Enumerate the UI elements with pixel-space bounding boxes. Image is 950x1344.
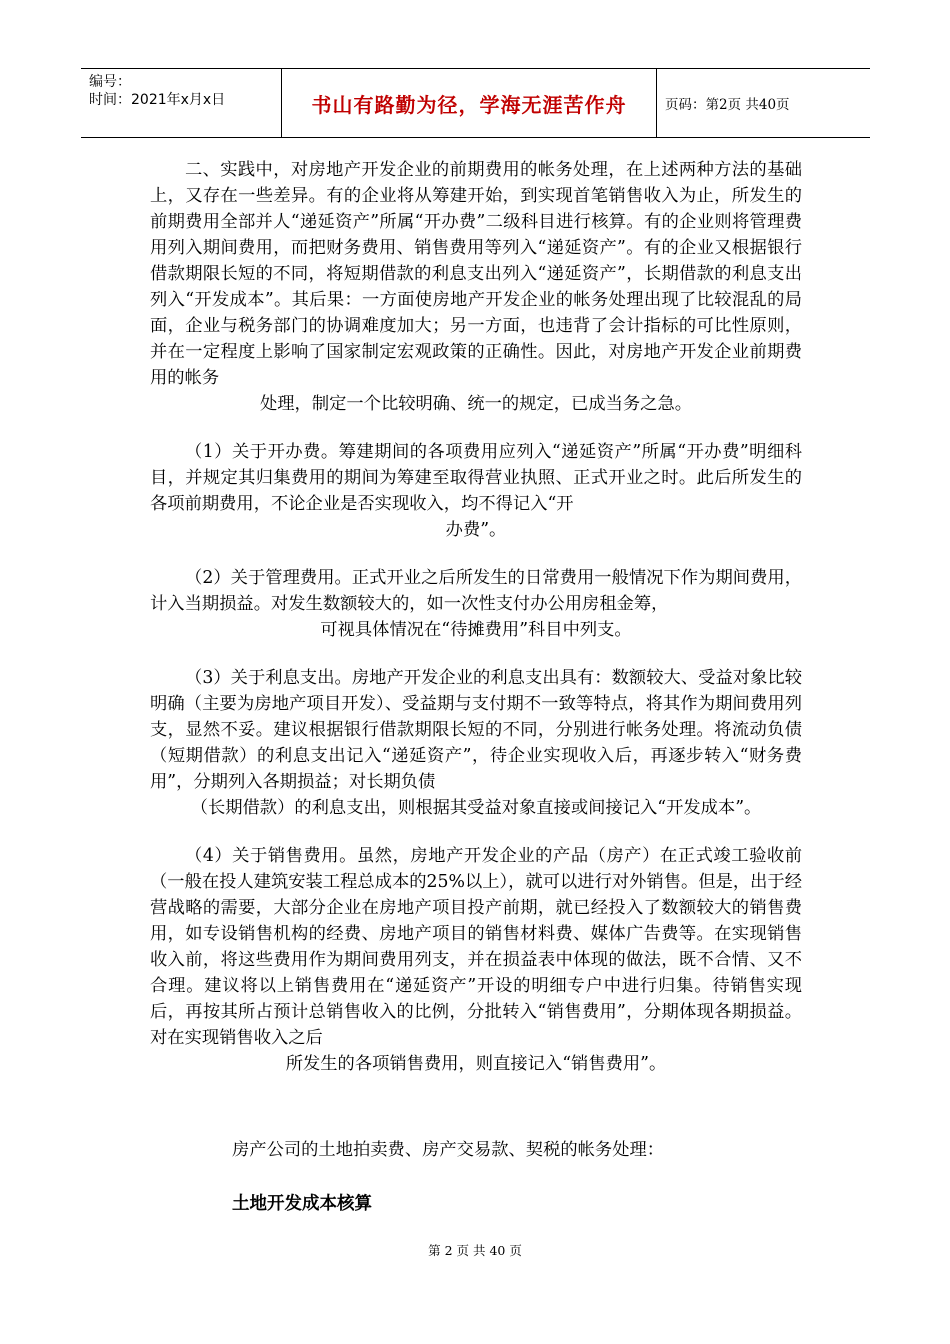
paragraph-note: 房产公司的土地拍卖费、房产交易款、契税的帐务处理： <box>232 1140 665 1160</box>
page-header <box>81 68 870 138</box>
paragraph-sales-expenses-last-line: 所发生的各项销售费用，则直接记入“销售费用”。 <box>285 1054 667 1074</box>
paragraph-startup-costs: （1）关于开办费。筹建期间的各项费用应列入“递延资产”所属“开办费”明细科目，并规定其归集费用的期间为筹建至取得营业执照、正式开业之时。此后所发生的各项前期费用，不论企业是否实现收入，均不得记入“开 <box>150 442 802 514</box>
paragraph-interest-expense: （3）关于利息支出。房地产开发企业的利息支出具有：数额较大、受益对象比较明确（主要为房地产项目开发）、受益期与支付期不一致等特点，将其作为期间费用列支，显然不妥。建议根据银行借款期限长短的不同，分别进行帐务处理。将流动负债（短期借款）的利息支出记入“递延资产”，待企业实现收入后，再逐步转入“财务费用”，分期列入各期损益；对长期负债 <box>150 668 802 792</box>
paragraph-sales-expenses: （4）关于销售费用。虽然，房地产开发企业的产品（房产）在正式竣工验收前（一般在投人建筑安装工程总成本的25%以上），就可以进行对外销售。但是，出于经营战略的需要，大部分企业在房地产项目投产前期，就已经投入了数额较大的销售费用，如专设销售机构的经费、房地产项目的销售材料费、媒体广告费等。在实现销售收入前，将这些费用作为期间费用列支，并在损益表中体现的做法，既不合情、又不合理。建议将以上销售费用在“递延资产”开设的明细专户中进行归集。待销售实现后，再按其所占预计总销售收入的比例，分批转入“销售费用”，分期体现各期损益。对在实现销售收入之后 <box>150 846 802 1048</box>
paragraph-intro-last-line: 处理，制定一个比较明确、统一的规定，已成当务之急。 <box>259 394 693 414</box>
header-motto: 书山有路勤为径，学海无涯苦作舟 <box>282 69 657 137</box>
paragraph-admin-expenses-last-line: 可视具体情况在“待摊费用”科目中列支。 <box>320 620 632 640</box>
paragraph-admin-expenses: （2）关于管理费用。正式开业之后所发生的日常费用一般情况下作为期间费用，计入当期损益。对发生数额较大的，如一次性支付办公用房租金筹， <box>150 568 802 614</box>
document-number-label: 编号： <box>89 74 131 90</box>
page-footer: 第 2 页 共 40 页 <box>428 1243 522 1258</box>
document-date: 时间：2021年x月x日 <box>89 92 226 108</box>
paragraph-interest-expense-last-line: （长期借款）的利息支出，则根据其受益对象直接或间接记入“开发成本”。 <box>190 798 762 818</box>
paragraph-intro: 二、实践中，对房地产开发企业的前期费用的帐务处理，在上述两种方法的基础上，又存在一些差异。有的企业将从筹建开始，到实现首笔销售收入为止，所发生的前期费用全部并人“递延资产”所属“开办费”二级科目进行核算。有的企业则将管理费用列入期间费用，而把财务费用、销售费用等列入“递延资产”。有的企业又根据银行借款期限长短的不同，将短期借款的利息支出列入“递延资产”，长期借款的利息支出列入“开发成本”。其后果：一方面使房地产开发企业的帐务处理出现了比较混乱的局面，企业与税务部门的协调难度加大；另一方面，也违背了会计指标的可比性原则，并在一定程度上影响了国家制定宏观政策的正确性。因此，对房地产开发企业前期费用的帐务 <box>150 160 802 388</box>
section-heading: 土地开发成本核算 <box>232 1194 372 1214</box>
paragraph-startup-costs-last-line: 办费”。 <box>445 520 507 540</box>
header-page-info: 页码：第2页 共40页 <box>665 97 790 113</box>
header-meta <box>81 69 282 137</box>
document-body <box>150 157 802 1217</box>
